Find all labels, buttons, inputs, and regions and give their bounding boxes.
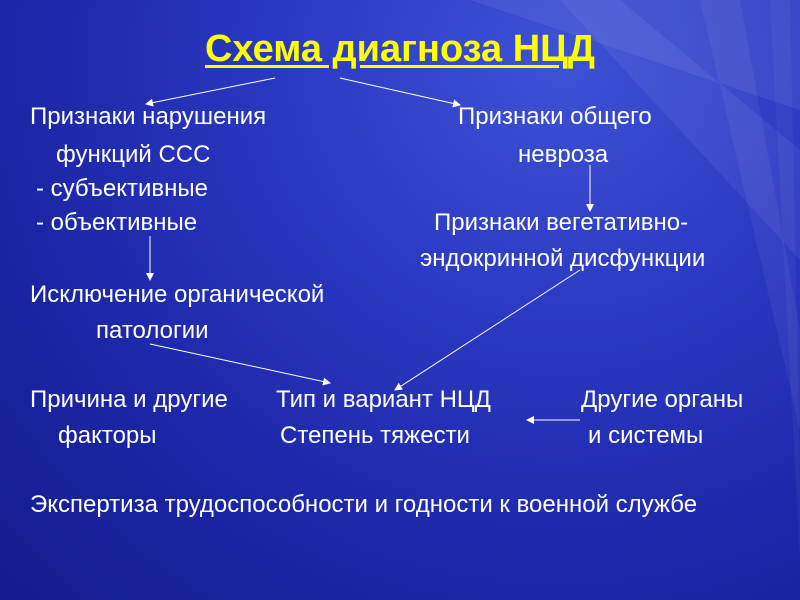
arrow-exclusion-to-type	[150, 344, 330, 383]
node-neurosis-line1: Признаки общего	[458, 103, 652, 130]
node-vegetative-line2: эндокринной дисфункции	[420, 245, 706, 272]
node-exclusion-line1: Исключение органической	[30, 281, 325, 308]
node-type-line1: Тип и вариант НЦД	[276, 386, 491, 413]
arrow-title-to-disturbance	[146, 78, 275, 104]
node-cause-line1: Причина и другие	[30, 386, 228, 413]
node-neurosis-line2: невроза	[518, 141, 609, 168]
arrow-title-to-neurosis	[340, 78, 460, 105]
node-exclusion-line2: патологии	[96, 317, 209, 344]
node-expertise: Экспертиза трудоспособности и годности к военной службе	[30, 491, 698, 518]
node-disturbance-line1: Признаки нарушения	[30, 103, 267, 130]
node-disturbance-line2: функций ССС	[56, 141, 211, 168]
node-type-line2: Степень тяжести	[280, 422, 470, 449]
node-cause-line2: факторы	[58, 422, 157, 449]
node-objective: - объективные	[36, 209, 198, 236]
arrow-vegetative-to-type	[395, 270, 580, 390]
node-vegetative-line1: Признаки вегетативно-	[434, 209, 689, 236]
node-subjective: - субъективные	[36, 175, 208, 202]
node-organs-line1: Другие органы	[581, 386, 744, 413]
node-organs-line2: и системы	[588, 422, 704, 449]
diagram-title: Схема диагноза НЦД	[204, 28, 596, 70]
